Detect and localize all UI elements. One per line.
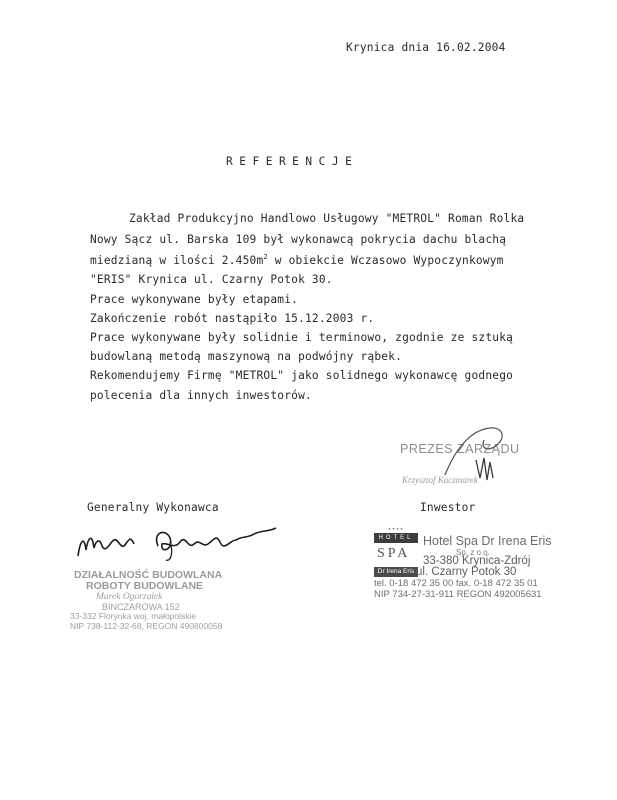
body-line-6: Zakończenie robót nastąpiło 15.12.2003 r. <box>90 312 375 325</box>
hotel-logo-spa: SPA <box>377 546 411 561</box>
contractor-stamp-line-5: 33-332 Florynka woj. małopolskie <box>70 611 197 621</box>
hotel-logo-eris: Dr Irena Eris <box>374 567 418 577</box>
contractor-stamp-line-3: Marek Ogorzałek <box>96 592 163 602</box>
squared-superscript: 2 <box>263 253 268 261</box>
letter-title: REFERENCJE <box>226 155 359 168</box>
place-date: Krynica dnia 16.02.2004 <box>346 41 506 54</box>
body-line-3 <box>90 253 504 267</box>
hotel-stamp-phone: tel. 0-18 472 35 00 fax. 0-18 472 35 01 <box>374 578 538 589</box>
hotel-stamp-address-1: 33-380 Krynica-Zdrój <box>423 555 531 567</box>
president-stamp-name: Krzysztof Kaczmarek <box>402 475 478 485</box>
contractor-stamp-line-1: DZIAŁALNOŚĆ BUDOWLANA <box>74 569 223 581</box>
body-line-8: budowlaną metodą maszynową na podwójny rąbek. <box>90 350 403 363</box>
hotel-stars-icon: ★★★★ <box>388 526 405 532</box>
body-line-7: Prace wykonywane były solidnie i terminowo, zgodnie ze sztuką <box>90 331 514 344</box>
contractor-stamp-line-6: NIP 738-112-32-68, REGON 490800058 <box>70 621 223 631</box>
contractor-stamp-line-4: BINCZAROWA 152 <box>102 602 180 612</box>
hotel-stamp-name: Hotel Spa Dr Irena Eris <box>423 534 552 548</box>
body-line-5: Prace wykonywane były etapami. <box>90 293 299 306</box>
hotel-logo-tag: HOTEL <box>374 533 418 543</box>
body-line-3-end: w obiekcie Wczasowo Wypoczynkowym <box>267 254 504 267</box>
hotel-stamp-nip: NIP 734-27-31-911 REGON 492005631 <box>374 589 542 600</box>
president-stamp-title: PREZES ZARZĄDU <box>400 442 520 456</box>
hotel-stamp-legal: Sp. z o.o. <box>456 548 490 557</box>
body-line-1: Zakład Produkcyjno Handlowo Usługowy "METROL" Roman Rolka <box>129 212 525 225</box>
body-line-4: "ERIS" Krynica ul. Czarny Potok 30. <box>90 273 333 286</box>
body-line-2: Nowy Sącz ul. Barska 109 był wykonawcą pokrycia dachu blachą <box>90 233 507 246</box>
contractor-stamp-line-2: ROBOTY BUDOWLANE <box>86 580 204 592</box>
contractor-signature <box>70 520 280 568</box>
body-line-10: polecenia dla innych inwestorów. <box>90 389 312 402</box>
body-line-3-start: miedzianą w ilości 2.450m <box>90 254 264 267</box>
investor-label: Inwestor <box>420 501 476 514</box>
president-signature <box>440 420 520 490</box>
body-line-9: Rekomendujemy Firmę "METROL" jako solidnego wykonawcę godnego <box>90 369 514 382</box>
contractor-label: Generalny Wykonawca <box>87 501 219 514</box>
hotel-stamp-address-2: ul. Czarny Potok 30 <box>416 566 517 578</box>
